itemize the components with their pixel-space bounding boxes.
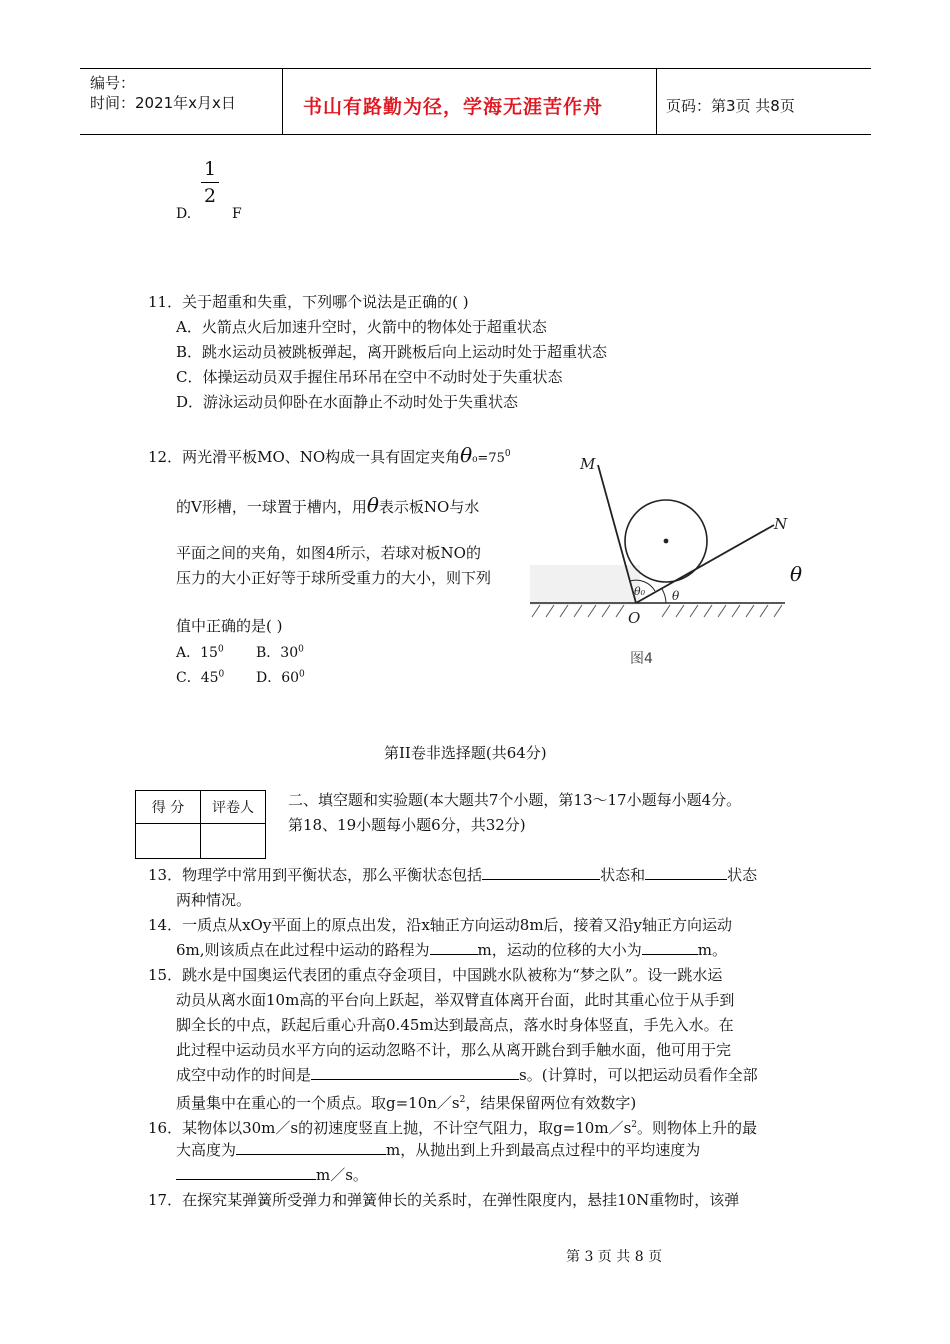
q12-option-b: B．$30^0$ bbox=[256, 644, 304, 661]
score-header-cell: 得 分 bbox=[136, 791, 201, 824]
header-divider-left bbox=[282, 68, 283, 135]
option-d-text: F bbox=[232, 206, 242, 222]
q13-blank-1[interactable] bbox=[482, 863, 600, 880]
score-value-cell[interactable] bbox=[136, 824, 201, 859]
doc-time-label: 时间：2021年x月x日 bbox=[90, 94, 236, 112]
q12-line2-text-b: 表示板NO与水 bbox=[378, 498, 480, 516]
label-theta0: θ₀ bbox=[634, 585, 646, 598]
grader-header-cell: 评卷人 bbox=[201, 791, 266, 824]
q15-line2: 动员从离水面10m高的平台向上跃起，举双臂直体离开台面，此时其重心位于从手到 bbox=[176, 991, 735, 1009]
q12-option-d: D．$60^0$ bbox=[256, 669, 305, 686]
header-motto: 书山有路勤为径，学海无涯苦作舟 bbox=[303, 96, 604, 118]
option-d-letter: D. bbox=[176, 206, 192, 222]
q12-line2 bbox=[176, 493, 479, 520]
label-m: M bbox=[580, 455, 596, 473]
label-o: O bbox=[628, 609, 641, 627]
q14-blank-displacement[interactable] bbox=[642, 938, 698, 955]
q15-line6: 质量集中在重心的一个质点。取$g=10n/s^2$，结果保留两位有效数字) bbox=[176, 1094, 637, 1112]
q15-line3: 脚全长的中点，跃起后重心升高0.45m达到最高点，落水时身体竖直，手先入水。在 bbox=[176, 1016, 734, 1034]
header-divider-right bbox=[656, 68, 657, 135]
section-ii-title: 第II卷非选择题(共64分) bbox=[384, 744, 547, 762]
section-ii-heading-line1: 二、填空题和实验题(本大题共7个小题，第13～17小题每小题4分。 bbox=[288, 791, 742, 809]
q12-line4: 压力的大小正好等于球所受重力的大小，则下列 bbox=[176, 569, 492, 587]
q14-line2: 6m,则该质点在此过程中运动的路程为 m，运动的位移的大小为 m。 bbox=[176, 938, 727, 963]
q13-blank-2[interactable] bbox=[645, 863, 727, 880]
page-indicator: 页码：第3页 共8页 bbox=[666, 97, 795, 115]
q15-line5: 成空中动作的时间是 s。(计算时，可以把运动员看作全部 bbox=[176, 1063, 758, 1088]
q13-line1: 13．物理学中常用到平衡状态，那么平衡状态包括 状态和 状态 bbox=[148, 863, 757, 888]
q12-degree-mark: 0 bbox=[504, 449, 511, 459]
header-top-rule bbox=[80, 68, 871, 69]
q12-line1-text: 12．两光滑平板MO、NO构成一具有固定夹角 bbox=[148, 448, 461, 466]
page-footer: 第 3 页 共 8 页 bbox=[566, 1249, 663, 1265]
q15-blank-time[interactable] bbox=[311, 1063, 519, 1080]
figure-caption: 图4 bbox=[630, 651, 653, 667]
ball-center bbox=[664, 539, 669, 544]
q13-line2: 两种情况。 bbox=[176, 891, 252, 909]
q12-theta-symbol-2: θ bbox=[366, 493, 379, 517]
score-table bbox=[135, 790, 266, 859]
q14-line1: 14．一质点从xOy平面上的原点出发，沿x轴正方向运动8m后，接着又沿y轴正方向运动 bbox=[148, 916, 733, 934]
label-theta: θ bbox=[672, 589, 680, 603]
grader-value-cell[interactable] bbox=[201, 824, 266, 859]
q16-blank-velocity[interactable] bbox=[176, 1163, 316, 1180]
q12-line5: 值中正确的是( ) bbox=[176, 617, 283, 635]
fraction-numerator: 1 bbox=[204, 158, 217, 180]
q12-line1 bbox=[148, 442, 511, 471]
header-bottom-rule bbox=[80, 134, 871, 135]
q16-line2: 大高度为 m，从抛出到上升到最高点过程中的平均速度为 bbox=[176, 1138, 700, 1163]
q12-option-a: A．$15^0$ bbox=[176, 644, 224, 661]
section-ii-heading-line2: 第18、19小题每小题6分，共32分) bbox=[288, 816, 526, 834]
figure-4-v-groove-diagram bbox=[530, 445, 803, 675]
q16-line1: 16．某物体以30m／s的初速度竖直上抛，不计空气阻力，取$g=10m/s^2$。则物体上升的最 bbox=[148, 1119, 758, 1137]
q17-line1: 17．在探究某弹簧所受弹力和弹簧伸长的关系时，在弹性限度内，悬挂10N重物时，该弹 bbox=[148, 1191, 740, 1209]
q11-option-b: B．跳水运动员被跳板弹起，离开跳板后向上运动时处于超重状态 bbox=[176, 343, 608, 361]
q11-stem: 11．关于超重和失重，下列哪个说法是正确的( ) bbox=[148, 293, 469, 311]
q11-option-d: D．游泳运动员仰卧在水面静止不动时处于失重状态 bbox=[176, 393, 519, 411]
q12-theta-symbol: θ bbox=[460, 443, 473, 467]
label-n: N bbox=[774, 515, 788, 533]
q12-theta0-value: ₀=75 bbox=[472, 451, 505, 466]
q11-option-a: A．火箭点火后加速升空时，火箭中的物体处于超重状态 bbox=[176, 318, 547, 336]
side-theta-symbol: θ bbox=[790, 562, 803, 586]
q12-line3: 平面之间的夹角，如图4所示，若球对板NO的 bbox=[176, 544, 481, 562]
doc-number-label: 编号： bbox=[90, 74, 136, 92]
q16-line3: m／s。 bbox=[176, 1163, 368, 1188]
q12-option-c: C．$45^0$ bbox=[176, 669, 225, 686]
q14-blank-distance[interactable] bbox=[430, 938, 478, 955]
q16-blank-height[interactable] bbox=[236, 1138, 386, 1155]
q11-option-c: C．体操运动员双手握住吊环吊在空中不动时处于失重状态 bbox=[176, 368, 563, 386]
q15-line1: 15．跳水是中国奥运代表团的重点夺金项目，中国跳水队被称为“梦之队”。设一跳水运 bbox=[148, 966, 723, 984]
q12-line2-text-a: 的V形槽，一球置于槽内，用 bbox=[176, 498, 367, 516]
figure-background-shade bbox=[530, 565, 640, 605]
q15-line4: 此过程中运动员水平方向的运动忽略不计，那么从离开跳台到手触水面，他可用于完 bbox=[176, 1041, 732, 1059]
fraction-bar bbox=[201, 182, 219, 183]
fraction-denominator: 2 bbox=[204, 185, 217, 207]
